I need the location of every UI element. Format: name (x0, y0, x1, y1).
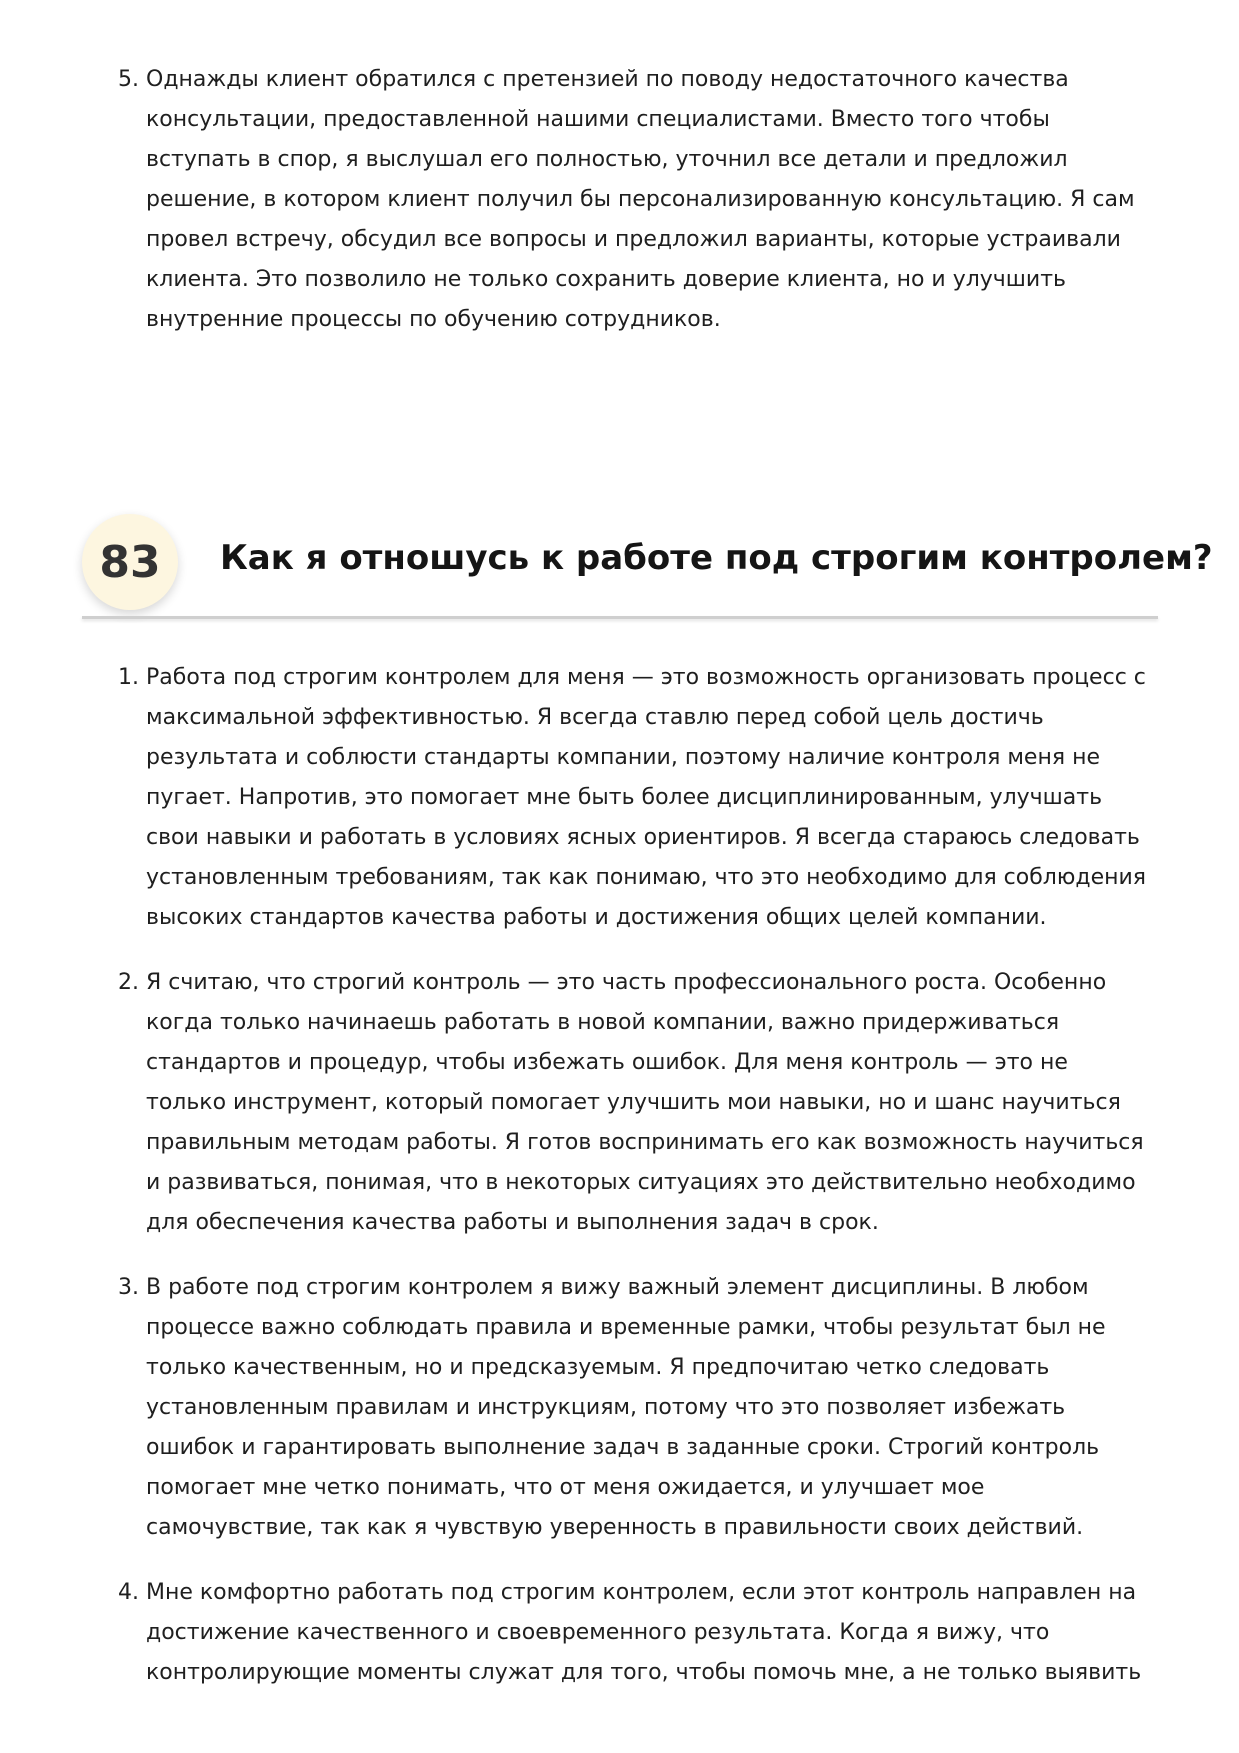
answer-item (114, 658, 1154, 938)
answer-item (114, 60, 1154, 340)
question-number-badge: 83 (82, 514, 178, 610)
answer-number: 1. (118, 665, 139, 690)
answer-number: 2. (118, 970, 139, 995)
answer-text: Однажды клиент обратился с претензией по поводу недостаточного качества консультации, предоставленной нашими специалистами. Вместо того чтобы вступать в спор, я выслушал его полностью, уточнил все детали и предложил решение, в котором клиент получил бы персонализированную консультацию. Я сам провел встречу, обсудил все вопросы и предложил варианты, которые устраивали клиента. Это позволило не только сохранить доверие клиента, но и улучшить внутренние процессы по обучению сотрудников. (146, 67, 1135, 332)
answer-number: 3. (118, 1275, 139, 1300)
answer-text: Работа под строгим контролем для меня — это возможность организовать процесс с максимальной эффективностью. Я всегда ставлю перед собой цель достичь результата и соблюсти стандарты компании, поэтому наличие контроля меня не пугает. Напротив, это помогает мне быть более дисциплинированным, улучшать свои навыки и работать в условиях ясных ориентиров. Я всегда стараюсь следовать установленным требованиям, так как понимаю, что это необходимо для соблюдения высоких стандартов качества работы и достижения общих целей компании. (146, 665, 1147, 930)
answer-item (114, 963, 1154, 1243)
answer-text: В работе под строгим контролем я вижу важный элемент дисциплины. В любом процессе важно соблюдать правила и временные рамки, чтобы результат был не только качественным, но и предсказуемым. Я предпочитаю четко следовать установленным правилам и инструкциям, потому что это позволяет избежать ошибок и гарантировать выполнение задач в заданные сроки. Строгий контроль помогает мне четко понимать, что от меня ожидается, и улучшает мое самочувствие, так как я чувствую уверенность в правильности своих действий. (146, 1275, 1106, 1540)
answer-text: Мне комфортно работать под строгим контролем, если этот контроль направлен на достижение качественного и своевременного результата. Когда я вижу, что контролирующие моменты служат для того, чтобы помочь мне, а не только выявить (146, 1580, 1142, 1685)
header-divider (82, 616, 1158, 619)
previous-answers-list (114, 60, 1154, 365)
question-header (82, 514, 1213, 620)
answers-list (114, 658, 1154, 1718)
answer-text: Я считаю, что строгий контроль — это часть профессионального роста. Особенно когда только начинаешь работать в новой компании, важно придерживаться стандартов и процедур, чтобы избежать ошибок. Для меня контроль — это не только инструмент, который помогает улучшить мои навыки, но и шанс научиться правильным методам работы. Я готов воспринимать его как возможность научиться и развиваться, понимая, что в некоторых ситуациях это действительно необходимо для обеспечения качества работы и выполнения задач в срок. (146, 970, 1144, 1235)
answer-number: 4. (118, 1580, 139, 1605)
answer-number: 5. (118, 67, 139, 92)
answer-item (114, 1268, 1154, 1548)
answer-item (114, 1573, 1154, 1693)
question-title: Как я отношусь к работе под строгим контролем? (220, 538, 1213, 578)
